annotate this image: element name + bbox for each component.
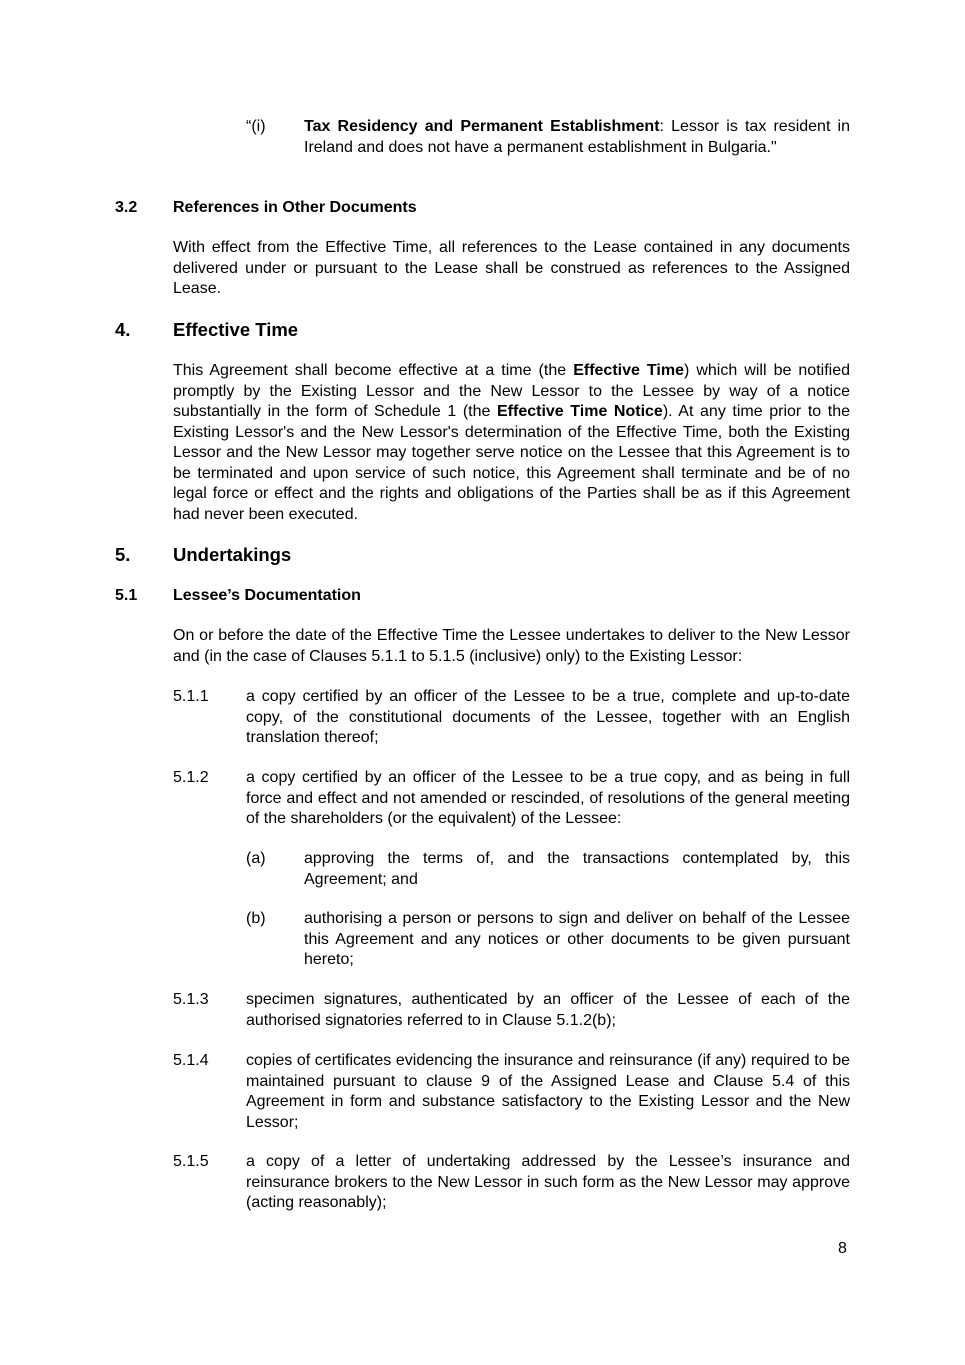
item-5-1-3-text: specimen signatures, authenticated by an officer of the Lessee of each of the authorised signatories referred to in Clause 5.1.2(b);	[246, 991, 850, 1029]
item-b-text: authorising a person or persons to sign and deliver on behalf of the Lessee this Agreement and any notices or other documents to be given pursuant hereto;	[304, 910, 850, 968]
item-5-1-5-number: 5.1.5	[173, 1153, 209, 1170]
clause-i-number: “(i)	[246, 118, 266, 135]
section-4-number: 4.	[115, 319, 131, 340]
item-a-text: approving the terms of, and the transactions contemplated by, this Agreement; and	[304, 850, 850, 888]
item-b-number: (b)	[246, 910, 266, 927]
page-number: 8	[838, 1240, 847, 1257]
item-5-1-4-text: copies of certificates evidencing the insurance and reinsurance (if any) required to be maintained pursuant to clause 9 of the Assigned Lease and Clause 5.4 of this Agreement in form and substance satisfactory to the Existing Lessor and the New Lessor;	[246, 1052, 850, 1131]
item-5-1-2-text: a copy certified by an officer of the Lessee to be a true copy, and as being in full force and effect and not amended or rescinded, of resolutions of the general meeting of the shareholders (or the equivalent) of the Lessee:	[246, 769, 850, 827]
item-a-number: (a)	[246, 850, 266, 867]
item-5-1-1-number: 5.1.1	[173, 688, 209, 705]
item-5-1-2-number: 5.1.2	[173, 769, 209, 786]
section-4-text-3: ). At any time prior to the Existing Lessor's and the New Lessor's determination of the Effective Time, both the Existing Lessor and the New Lessor may together serve notice on the Lessee that this Agreement is to be terminated and upon service of such notice, this Agreement shall terminate and be of no legal force or effect and the rights and obligations of the Parties shall be as if this Agreement had never been executed.	[173, 403, 850, 523]
section-5-number: 5.	[115, 544, 131, 565]
section-3-2-title: References in Other Documents	[173, 199, 417, 216]
section-5-1-paragraph: On or before the date of the Effective Time the Lessee undertakes to deliver to the New Lessor and (in the case of Clauses 5.1.1 to 5.1.5 (inclusive) only) to the Existing Lessor:	[173, 627, 850, 665]
section-3-2-number: 3.2	[115, 199, 138, 216]
section-5-1-number: 5.1	[115, 587, 138, 604]
section-3-2-paragraph: With effect from the Effective Time, all references to the Lease contained in any documents delivered under or pursuant to the Lease shall be construed as references to the Assigned Lease.	[173, 239, 850, 297]
section-4-title: Effective Time	[173, 319, 299, 340]
item-5-1-5-text: a copy of a letter of undertaking addressed by the Lessee’s insurance and reinsurance brokers to the New Lessor in such form as the New Lessor may approve (acting reasonably);	[246, 1153, 850, 1211]
section-4-text-1: This Agreement shall become effective at a time (the	[173, 362, 574, 379]
item-5-1-3-number: 5.1.3	[173, 991, 209, 1008]
item-5-1-4-number: 5.1.4	[173, 1052, 209, 1069]
effective-time-notice-term: Effective Time Notice	[497, 403, 663, 420]
clause-i-text: : Lessor is tax resident in Ireland and does not have a permanent establishment in Bulgaria."	[304, 118, 850, 156]
item-5-1-1-text: a copy certified by an officer of the Lessee to be a true, complete and up-to-date copy, of the constitutional documents of the Lessee, together with an English translation thereof;	[246, 688, 850, 746]
section-5-title: Undertakings	[173, 544, 292, 565]
section-4-paragraph	[173, 361, 850, 525]
clause-i-paragraph	[304, 117, 850, 158]
effective-time-term: Effective Time	[573, 362, 684, 379]
section-4-text-2: ) which will be notified promptly by the Existing Lessor and the New Lessor to the Lessee by way of a notice substantially in the form of Schedule 1 (the	[173, 362, 851, 420]
section-5-1-title: Lessee’s Documentation	[173, 587, 361, 604]
clause-i-title: Tax Residency and Permanent Establishment	[304, 118, 660, 135]
